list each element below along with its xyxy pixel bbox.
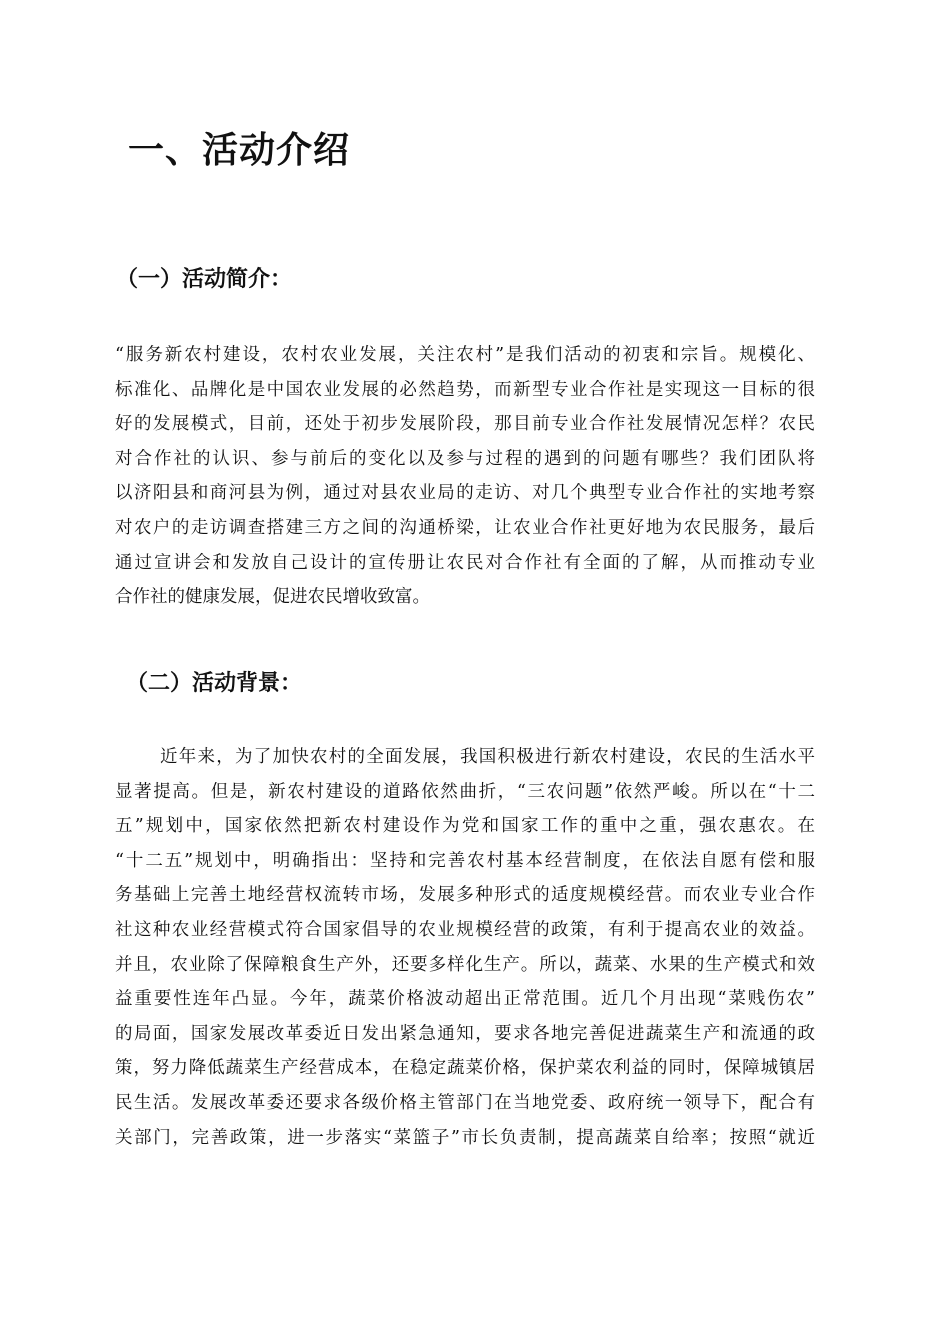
paragraph-activity-intro (115, 338, 815, 615)
text-line: 并且，农业除了保障粮食生产外，还要多样化生产。所以，蔬菜、水果的生产模式和效 (115, 954, 815, 975)
text-line: 显著提高。但是，新农村建设的道路依然曲折，“三农问题”依然严峻。所以在“十二 (115, 781, 815, 802)
text-line: 策，努力降低蔬菜生产经营成本，在稳定蔬菜价格，保护菜农利益的同时，保障城镇居 (115, 1058, 815, 1079)
text-line: 以济阳县和商河县为例，通过对县农业局的走访、对几个典型专业合作社的实地考察 (115, 483, 815, 504)
text-line: 益重要性连年凸显。今年，蔬菜价格波动超出正常范围。近几个月出现“菜贱伤农” (115, 989, 815, 1010)
text-line: 关部门，完善政策，进一步落实“菜篮子”市长负责制，提高蔬菜自给率；按照“就近 (115, 1127, 815, 1148)
document-title: 一、活动介绍 (128, 130, 351, 171)
text-line: 的局面，国家发展改革委近日发出紧急通知，要求各地完善促进蔬菜生产和流通的政 (115, 1023, 815, 1044)
text-line: “十二五”规划中，明确指出：坚持和完善农村基本经营制度，在依法自愿有偿和服 (115, 850, 815, 871)
text-line: 五”规划中，国家依然把新农村建设作为党和国家工作的重中之重，强农惠农。在 (115, 816, 815, 837)
paragraph-activity-background (115, 740, 815, 1155)
text-line: 对合作社的认识、参与前后的变化以及参与过程的遇到的问题有哪些？我们团队将 (115, 448, 815, 469)
text-line: 社这种农业经营模式符合国家倡导的农业规模经营的政策，有利于提高农业的效益。 (115, 919, 815, 940)
text-line: 近年来，为了加快农村的全面发展，我国积极进行新农村建设，农民的生活水平 (160, 747, 815, 767)
text-line: 好的发展模式，目前，还处于初步发展阶段，那目前专业合作社发展情况怎样？农民 (115, 414, 815, 435)
text-line: 标准化、品牌化是中国农业发展的必然趋势，而新型专业合作社是实现这一目标的很 (115, 379, 815, 400)
text-line: 合作社的健康发展，促进农民增收致富。 (115, 587, 430, 608)
text-line: 务基础上完善土地经营权流转市场，发展多种形式的适度规模经营。而农业专业合作 (115, 885, 815, 906)
text-line: 对农户的走访调查搭建三方之间的沟通桥梁，让农业合作社更好地为农民服务，最后 (115, 517, 815, 538)
section-heading-background: （二）活动背景： (126, 671, 303, 696)
section-heading-intro: （一）活动简介： (116, 267, 293, 292)
text-line: “服务新农村建设，农村农业发展，关注农村”是我们活动的初衷和宗旨。规模化、 (115, 345, 815, 365)
text-line: 通过宣讲会和发放自己设计的宣传册让农民对合作社有全面的了解，从而推动专业 (115, 552, 815, 573)
text-line: 民生活。发展改革委还要求各级价格主管部门在当地党委、政府统一领导下，配合有 (115, 1092, 815, 1113)
